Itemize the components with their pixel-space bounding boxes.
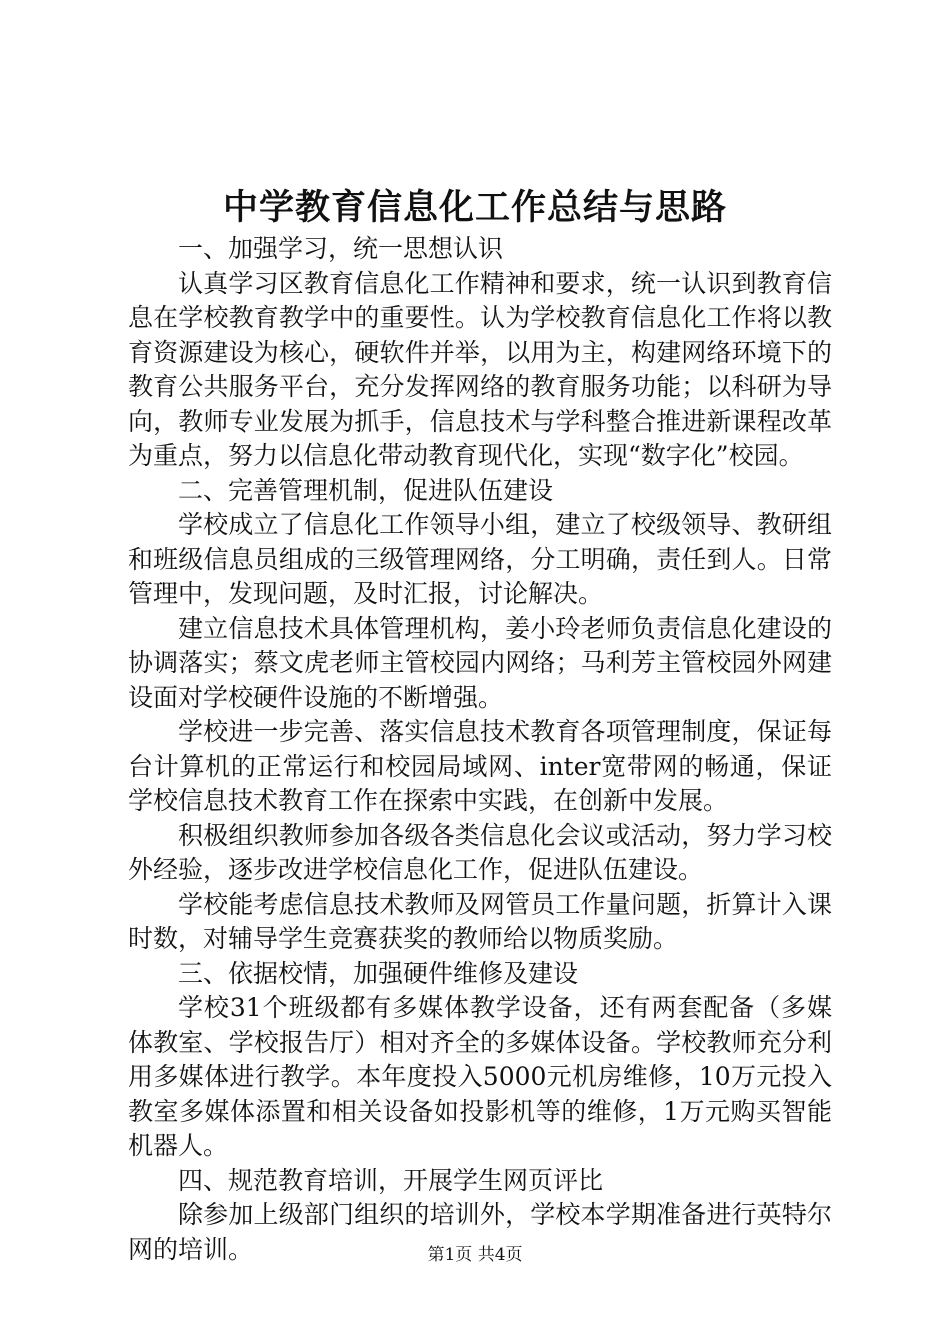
paragraph: 建立信息技术具体管理机构，姜小玲老师负责信息化建设的协调落实；蔡文虎老师主管校园内网络；马利芳主管校园外网建设面对学校硬件设施的不断增强。 <box>128 613 832 712</box>
document-title: 中学教育信息化工作总结与思路 <box>222 187 727 228</box>
section-heading-4: 四、规范教育培训，开展学生网页评比 <box>178 1165 604 1195</box>
paragraph: 学校成立了信息化工作领导小组，建立了校级领导、教研组和班级信息员组成的三级管理网络，分工明确，责任到人。日常管理中，发现问题，及时汇报，讨论解决。 <box>128 510 832 608</box>
page-footer: 第1页 共4页 <box>427 1245 523 1265</box>
paragraph: 学校进一步完善、落实信息技术教育各项管理制度，保证每台计算机的正常运行和校园局域网、inter宽带网的畅通，保证学校信息技术教育工作在探索中实践，在创新中发展。 <box>128 717 832 815</box>
paragraph: 除参加上级部门组织的培训外，学校本学期准备进行英特尔网的培训。 <box>128 1200 832 1264</box>
section-heading-1: 一、加强学习，统一思想认识 <box>178 234 504 263</box>
paragraph: 积极组织教师参加各级各类信息化会议或活动，努力学习校外经验，逐步改进学校信息化工作，促进队伍建设。 <box>128 820 832 884</box>
paragraph: 学校能考虑信息技术教师及网管员工作量问题，折算计入课时数，对辅导学生竞赛获奖的教师给以物质奖励。 <box>128 889 832 953</box>
document-body <box>128 232 832 1267</box>
section-heading-2: 二、完善管理机制，促进队伍建设 <box>178 475 554 505</box>
paragraph: 认真学习区教育信息化工作精神和要求，统一认识到教育信息在学校教育教学中的重要性。认为学校教育信息化工作将以教育资源建设为核心，硬软件并举，以用为主，构建网络环境下的教育公共服务平台，充分发挥网络的教育服务功能；以科研为导向，教师专业发展为抓手，信息技术与学科整合推进新课程改革为重点，努力以信息化带动教育现代化，实现“数字化”校园。 <box>128 268 832 470</box>
paragraph: 学校31个班级都有多媒体教学设备，还有两套配备（多媒体教室、学校报告厅）相对齐全的多媒体设备。学校教师充分利用多媒体进行教学。本年度投入5000元机房维修，10万元投入教室多媒体添置和相关设备如投影机等的维修，1万元购买智能机器人。 <box>128 993 832 1160</box>
section-heading-3: 三、依据校情，加强硬件维修及建设 <box>178 958 579 988</box>
